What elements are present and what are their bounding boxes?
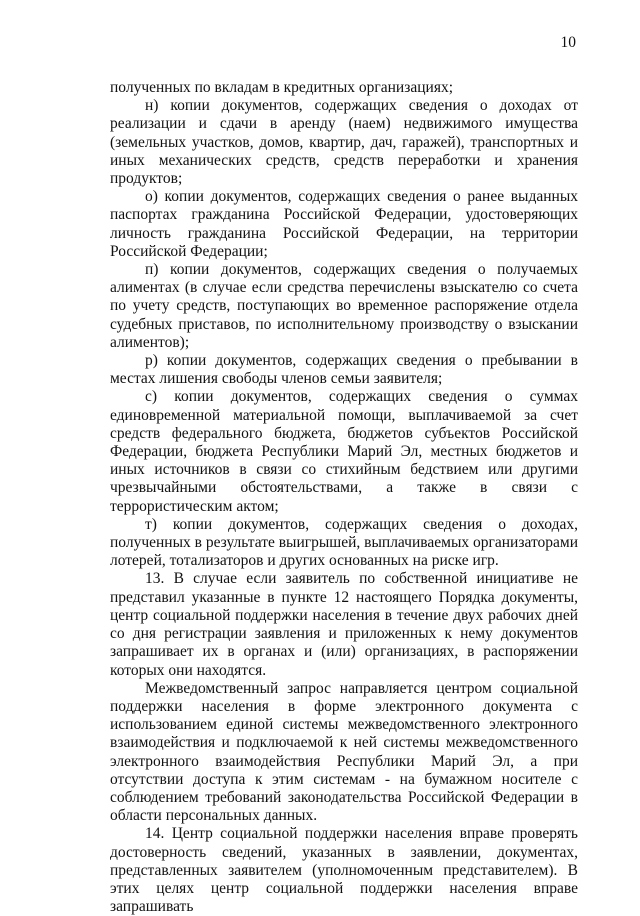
paragraph-section-14: 14. Центр социальной поддержки населения вправе проверять достоверность сведений, указанных в заявлении, документах, представленных заявителем (уполномоченным представителем). В этих целях центр социальной поддержки населения вправе запрашивать — [110, 825, 578, 916]
page-number: 10 — [560, 34, 576, 51]
paragraph-item-p: п) копии документов, содержащих сведения о получаемых алиментах (в случае если средства перечислены взыскателю со счета по учету средств, поступающих во временное распоряжение отдела судебных приставов, по исполнительному производству о взыскании алиментов); — [110, 261, 578, 351]
paragraph-item-r: р) копии документов, содержащих сведения о пребывании в местах лишения свободы членов семьи заявителя; — [110, 352, 578, 388]
paragraph-item-o: о) копии документов, содержащих сведения о ранее выданных паспортах гражданина Российской Федерации, удостоверяющих личность гражданина Российской Федерации, на территории Российской Федерации; — [110, 188, 578, 260]
paragraph-interagency-request: Межведомственный запрос направляется центром социальной поддержки населения в форме электронного документа с использованием единой системы межведомственного электронного взаимодействия и подключаемой к ней системы межведомственного электронного взаимодействия Республики Марий Эл, а при отсутствии доступа к этим системам - на бумажном носителе с соблюдением требований законодательства Российской Федерации в области персональных данных. — [110, 679, 578, 825]
document-body — [110, 79, 578, 916]
paragraph-item-s: с) копии документов, содержащих сведения о суммах единовременной материальной помощи, выплачиваемой за счет средств федерального бюджета, бюджетов субъектов Российской Федерации, бюджета Республики Марий Эл, местных бюджетов и иных источников в связи со стихийным бедствием или другими чрезвычайными обстоятельствами, а также в связи с террористическим актом; — [110, 388, 578, 515]
paragraph-section-13: 13. В случае если заявитель по собственной инициативе не представил указанные в пункте 12 настоящего Порядка документы, центр социальной поддержки населения в течение двух рабочих дней со дня регистрации заявления и приложенных к нему документов запрашивает их в органах и (или) организациях, в распоряжении которых они находятся. — [110, 570, 578, 679]
paragraph-continuation: полученных по вкладам в кредитных организациях; — [110, 79, 454, 96]
paragraph-item-t: т) копии документов, содержащих сведения о доходах, полученных в результате выигрышей, выплачиваемых организаторами лотерей, тотализаторов и других основанных на риске игр. — [110, 515, 578, 570]
paragraph-item-n: н) копии документов, содержащих сведения о доходах от реализации и сдачи в аренду (наем) недвижимого имущества (земельных участков, домов, квартир, дач, гаражей), транспортных и иных механических средств, средств переработки и хранения продуктов; — [110, 97, 578, 188]
